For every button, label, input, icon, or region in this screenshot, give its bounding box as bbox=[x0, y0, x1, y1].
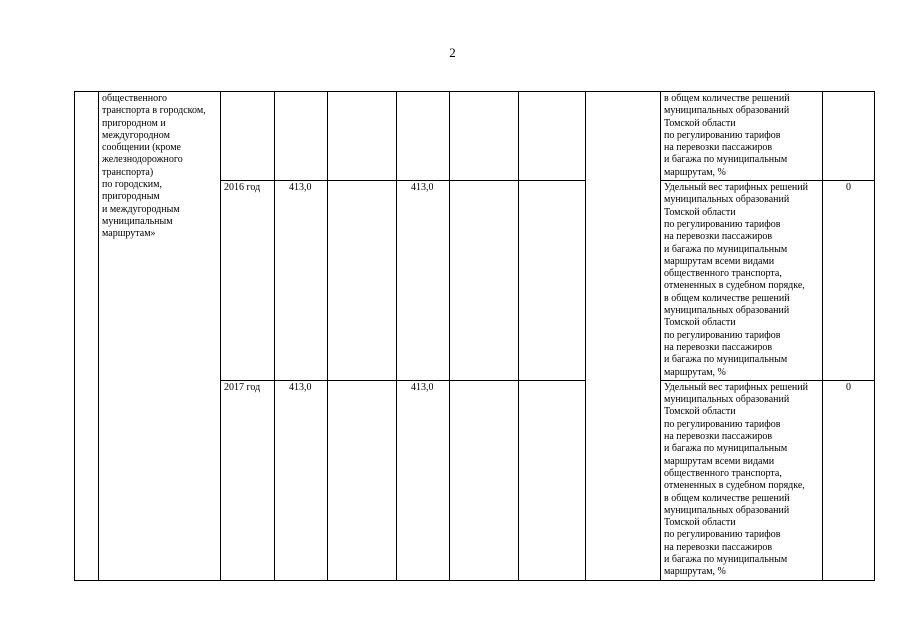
indicator-line: Удельный вес тарифных решений bbox=[664, 381, 808, 393]
description-line: транспорта в городском, bbox=[102, 105, 206, 117]
cell-index bbox=[75, 92, 99, 581]
cell-total: 413,0 bbox=[275, 380, 328, 580]
indicator-line: маршрутам, % bbox=[664, 566, 726, 578]
cell-value: 0 bbox=[823, 380, 875, 580]
indicator-line: общественного транспорта, bbox=[664, 268, 782, 280]
description-line: транспорта) bbox=[102, 166, 154, 178]
description-line: общественного bbox=[102, 93, 167, 104]
cell-total bbox=[275, 92, 328, 181]
cell-value bbox=[823, 92, 875, 181]
cell-local bbox=[450, 92, 519, 181]
description-line: и междугородным bbox=[102, 203, 180, 215]
indicator-line: маршрутам всеми видами bbox=[664, 455, 775, 467]
indicator-line: Томской области bbox=[664, 406, 736, 418]
indicator-line: отмененных в судебном порядке, bbox=[664, 280, 805, 292]
indicator-line: в общем количестве решений bbox=[664, 93, 790, 104]
indicator-line: по регулированию тарифов bbox=[664, 418, 781, 430]
indicator-line: маршрутам, % bbox=[664, 166, 726, 178]
cell-federal bbox=[328, 92, 397, 181]
cell-local bbox=[450, 380, 519, 580]
indicator-line: муниципальных образований bbox=[664, 105, 790, 117]
indicator-line: и багажа по муниципальным bbox=[664, 443, 788, 455]
indicator-line: на перевозки пассажиров bbox=[664, 431, 773, 443]
cell-indicator bbox=[661, 92, 823, 181]
cell-local bbox=[450, 181, 519, 381]
indicator-line: Томской области bbox=[664, 117, 736, 129]
indicator-line: отмененных в судебном порядке, bbox=[664, 480, 805, 492]
description-line: сообщении (кроме bbox=[102, 142, 181, 154]
cell-regional bbox=[397, 92, 450, 181]
indicator-line: по регулированию тарифов bbox=[664, 529, 781, 541]
cell-description bbox=[99, 92, 221, 581]
indicator-line: муниципальных образований bbox=[664, 394, 790, 406]
cell-other bbox=[519, 181, 586, 381]
cell-year bbox=[221, 92, 275, 181]
cell-other bbox=[519, 380, 586, 580]
cell-federal bbox=[328, 181, 397, 381]
indicator-line: общественного транспорта, bbox=[664, 467, 782, 479]
description-line: муниципальным bbox=[102, 215, 173, 227]
indicator-line: на перевозки пассажиров bbox=[664, 541, 773, 553]
indicator-line: муниципальных образований bbox=[664, 305, 790, 317]
description-line: железнодорожного bbox=[102, 154, 183, 166]
indicator-line: и багажа по муниципальным bbox=[664, 243, 788, 255]
cell-value: 0 bbox=[823, 181, 875, 381]
indicator-line: Томской области bbox=[664, 517, 736, 529]
indicator-line: на перевозки пассажиров bbox=[664, 142, 773, 154]
page-number: 2 bbox=[449, 45, 456, 60]
cell-regional: 413,0 bbox=[397, 181, 450, 381]
cell-year: 2017 год bbox=[221, 380, 275, 580]
cell-indicator-name bbox=[586, 92, 661, 581]
indicator-line: Удельный вес тарифных решений bbox=[664, 182, 808, 194]
indicator-line: и багажа по муниципальным bbox=[664, 553, 788, 565]
indicator-line: муниципальных образований bbox=[664, 504, 790, 516]
indicator-line: на перевозки пассажиров bbox=[664, 231, 773, 243]
cell-year: 2016 год bbox=[221, 181, 275, 381]
indicator-line: муниципальных образований bbox=[664, 194, 790, 206]
indicator-line: по регулированию тарифов bbox=[664, 129, 781, 141]
indicator-line: Томской области bbox=[664, 317, 736, 329]
cell-other bbox=[519, 92, 586, 181]
program-table bbox=[74, 91, 875, 581]
description-line: по городским, bbox=[102, 179, 162, 191]
cell-indicator bbox=[661, 380, 823, 580]
description-line: междугородном bbox=[102, 129, 170, 141]
indicator-line: и багажа по муниципальным bbox=[664, 354, 788, 366]
indicator-line: Томской области bbox=[664, 206, 736, 218]
indicator-line: маршрутам всеми видами bbox=[664, 255, 775, 267]
description-line: пригородным bbox=[102, 191, 160, 203]
table-row bbox=[75, 92, 875, 181]
cell-federal bbox=[328, 380, 397, 580]
cell-indicator bbox=[661, 181, 823, 381]
cell-total: 413,0 bbox=[275, 181, 328, 381]
indicator-line: маршрутам, % bbox=[664, 366, 726, 378]
indicator-line: и багажа по муниципальным bbox=[664, 154, 788, 166]
indicator-line: в общем количестве решений bbox=[664, 492, 790, 504]
indicator-line: на перевозки пассажиров bbox=[664, 341, 773, 353]
indicator-line: по регулированию тарифов bbox=[664, 329, 781, 341]
description-line: маршрутам» bbox=[102, 228, 156, 240]
indicator-line: по регулированию тарифов bbox=[664, 218, 781, 230]
indicator-line: в общем количестве решений bbox=[664, 292, 790, 304]
description-line: пригородном и bbox=[102, 117, 166, 129]
cell-regional: 413,0 bbox=[397, 380, 450, 580]
